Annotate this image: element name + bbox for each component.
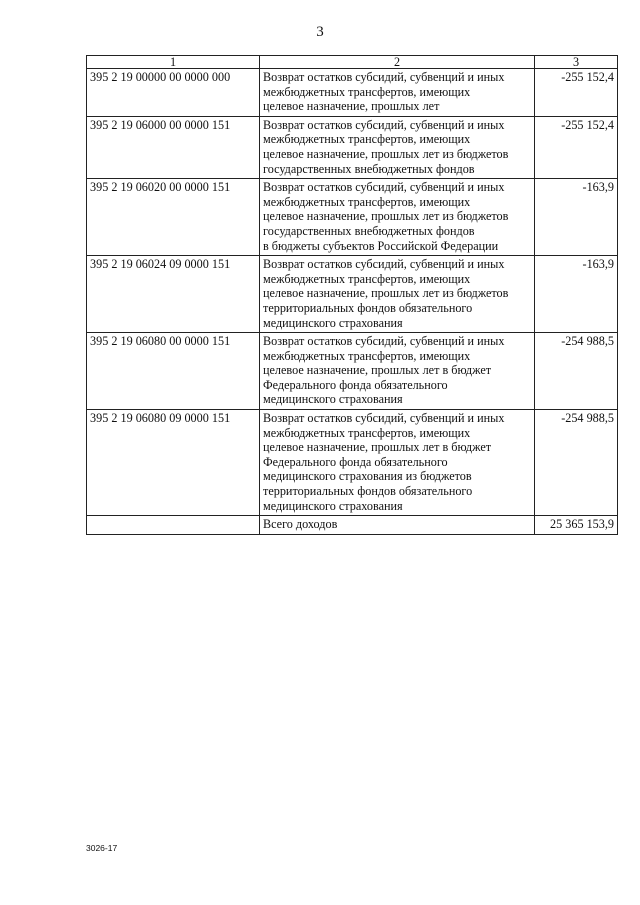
total-code bbox=[87, 516, 260, 535]
budget-amount: -163,9 bbox=[535, 256, 618, 333]
column-header-amount: 3 bbox=[535, 56, 618, 69]
column-header-description: 2 bbox=[260, 56, 535, 69]
table-row bbox=[87, 256, 618, 333]
budget-amount: -254 988,5 bbox=[535, 333, 618, 410]
budget-amount: -255 152,4 bbox=[535, 116, 618, 178]
budget-amount: -163,9 bbox=[535, 179, 618, 256]
table-row bbox=[87, 410, 618, 516]
budget-code: 395 2 19 06080 09 0000 151 bbox=[87, 410, 260, 516]
total-label: Всего доходов bbox=[260, 516, 535, 535]
table-header-row bbox=[87, 56, 618, 69]
budget-description: Возврат остатков субсидий, субвенций и иных межбюджетных трансфертов, имеющих целевое назначение, прошлых лет из бюджетов территориальных фондов обязательного медицинского страхования bbox=[260, 256, 535, 333]
budget-description: Возврат остатков субсидий, субвенций и иных межбюджетных трансфертов, имеющих целевое назначение, прошлых лет в бюджет Федерального фонда обязательного медицинского страхования bbox=[260, 333, 535, 410]
budget-code: 395 2 19 06000 00 0000 151 bbox=[87, 116, 260, 178]
total-row bbox=[87, 516, 618, 535]
budget-code: 395 2 19 06024 09 0000 151 bbox=[87, 256, 260, 333]
table-row bbox=[87, 333, 618, 410]
budget-description: Возврат остатков субсидий, субвенций и иных межбюджетных трансфертов, имеющих целевое назначение, прошлых лет в бюджет Федерального фонда обязательного медицинского страхования из бюджетов территориальных фондов обязательного медицинского страхования bbox=[260, 410, 535, 516]
budget-description: Возврат остатков субсидий, субвенций и иных межбюджетных трансфертов, имеющих целевое назначение, прошлых лет bbox=[260, 69, 535, 117]
page-number: 3 bbox=[316, 24, 324, 40]
document-code: 3026-17 bbox=[86, 843, 118, 853]
total-amount: 25 365 153,9 bbox=[535, 516, 618, 535]
budget-code: 395 2 19 06080 00 0000 151 bbox=[87, 333, 260, 410]
column-header-code: 1 bbox=[87, 56, 260, 69]
budget-code: 395 2 19 00000 00 0000 000 bbox=[87, 69, 260, 117]
budget-description: Возврат остатков субсидий, субвенций и иных межбюджетных трансфертов, имеющих целевое назначение, прошлых лет из бюджетов государственных внебюджетных фондов bbox=[260, 116, 535, 178]
budget-amount: -254 988,5 bbox=[535, 410, 618, 516]
budget-description: Возврат остатков субсидий, субвенций и иных межбюджетных трансфертов, имеющих целевое назначение, прошлых лет из бюджетов государственных внебюджетных фондов в бюджеты субъектов Российской Федерации bbox=[260, 179, 535, 256]
budget-code: 395 2 19 06020 00 0000 151 bbox=[87, 179, 260, 256]
budget-table bbox=[86, 55, 618, 535]
table-row bbox=[87, 179, 618, 256]
table-row bbox=[87, 116, 618, 178]
budget-amount: -255 152,4 bbox=[535, 69, 618, 117]
table-row bbox=[87, 69, 618, 117]
